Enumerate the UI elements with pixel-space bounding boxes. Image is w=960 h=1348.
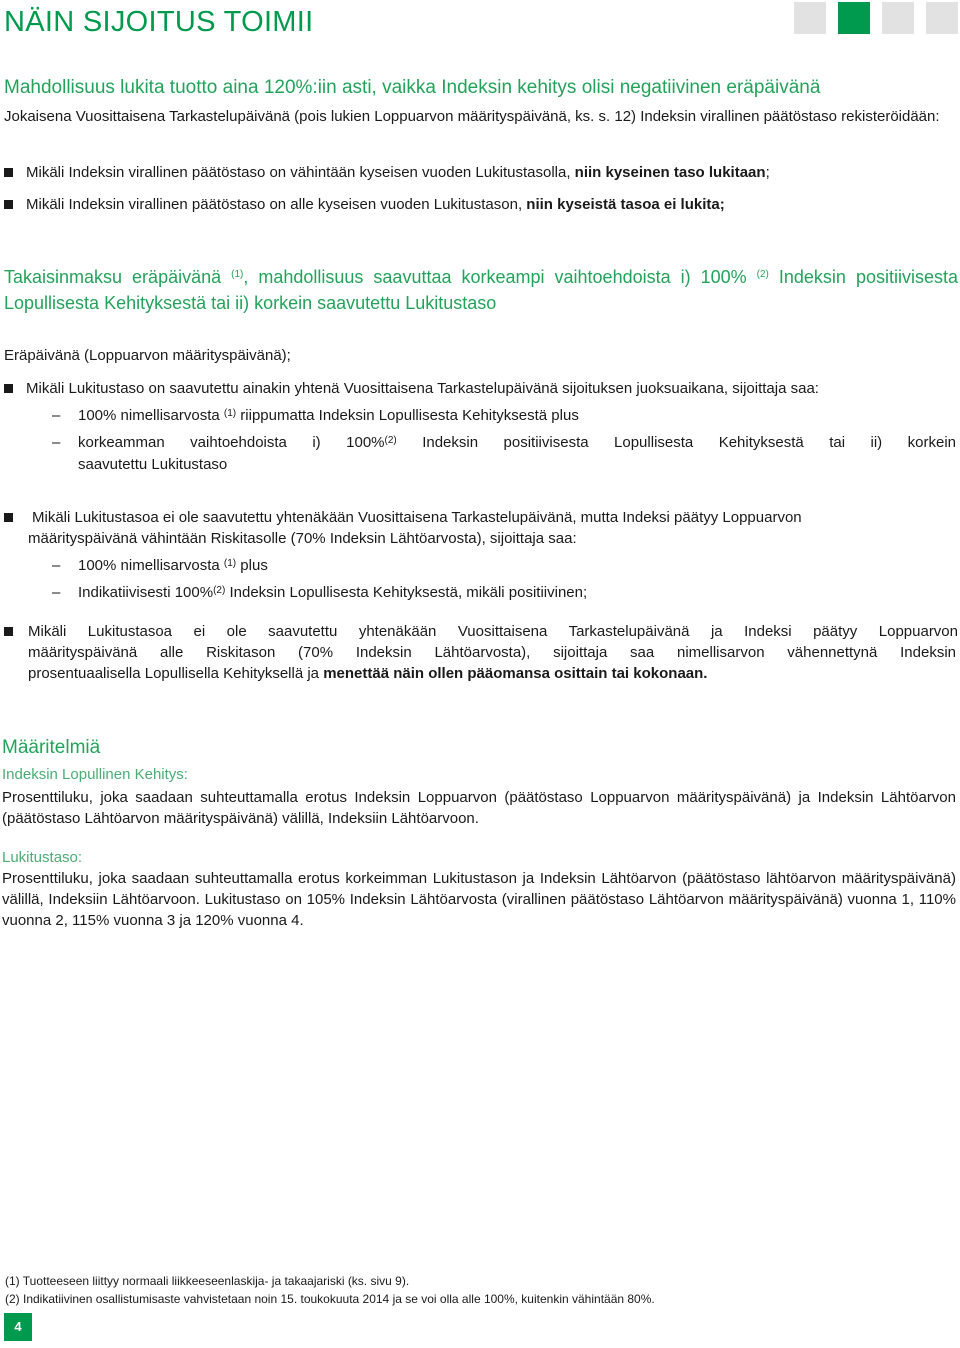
- list-item: Mikäli Indeksin virallinen päätöstaso on vähintään kyseisen vuoden Lukitustasolla, niin kyseinen taso lukitaan;: [4, 162, 954, 183]
- square-bullet-icon: [4, 513, 13, 522]
- dash-item-text: 100% nimellisarvosta $^{(1)}$ plus: [78, 557, 268, 574]
- dash-item: –: [52, 434, 61, 451]
- gray-square: [882, 2, 914, 34]
- dash-item-text: 100% nimellisarvosta $^{(1)}$ riippumatta Indeksin Lopullisesta Kehityksestä plus: [78, 407, 579, 424]
- square-bullet-icon: [4, 168, 13, 177]
- definitions-heading: Määritelmiä: [2, 737, 101, 758]
- corner-decoration: [794, 2, 958, 34]
- list-item-cont: määrityspäivänä alle Riskitason (70% Indeksin Lähtöarvosta), sijoittaja saa nimellisarvon vähennettynä Indeksin: [28, 644, 956, 661]
- page-title: NÄIN SIJOITUS TOIMII: [4, 6, 314, 38]
- list-item-cont: määrityspäivänä vähintään Riskitasolle (70% Indeksin Lähtöarvosta), sijoittaja saa:: [28, 530, 577, 547]
- bold-text: niin kyseistä tasoa ei lukita;: [526, 196, 725, 213]
- list-item-cont: prosentuaalisella Lopullisella Kehityksellä ja menettää näin ollen pääomansa osittain tai kokonaan.: [28, 665, 708, 682]
- section2-heading: Takaisinmaksu eräpäivänä $^{(1)}$, mahdollisuus saavuttaa korkeampi vaihtoehdoista i) 100% $^{(2)}$ Indeksin positiivisesta Lopullisesta Kehityksestä tai ii) korkein saavutettu Lukitustaso: [4, 267, 958, 313]
- list-item: Mikäli Lukitustasoa ei ole saavutettu yhtenäkään Vuosittaisena Tarkastelupäivänä ja Indeksi päätyy Loppuarvon: [4, 621, 958, 642]
- list-item: Mikäli Indeksin virallinen päätöstaso on alle kyseisen vuoden Lukitustason, niin kyseistä tasoa ei lukita;: [4, 194, 954, 215]
- footnote-2: (2) Indikatiivinen osallistumisaste vahvistetaan noin 15. toukokuuta 2014 ja se voi olla alle 100%, kuitenkin vähintään 80%.: [5, 1292, 655, 1306]
- bold-text: niin kyseinen taso lukitaan: [574, 164, 766, 181]
- definition-text: Prosenttiluku, joka saadaan suhteuttamalla erotus Indeksin Loppuarvon (päätöstaso Loppuarvon määrityspäivänä) ja Indeksin Lähtöarvon (päätöstaso Lähtöarvon määrityspäivänä) välillä, Indeksiin Lähtöarvoon.: [2, 789, 956, 827]
- dash-item: –: [52, 557, 61, 574]
- section1-heading: Mahdollisuus lukita tuotto aina 120%:iin asti, vaikka Indeksin kehitys olisi negatiivinen eräpäivänä: [4, 77, 821, 98]
- gray-square: [794, 2, 826, 34]
- definition-text: Prosenttiluku, joka saadaan suhteuttamalla erotus korkeimman Lukitustason ja Indeksin Lähtöarvon (päätöstaso lähtöarvon määrityspäivänä) välillä, Indeksiin Lähtöarvoon. Lukitustaso on 105% Indeksin Lähtöarvosta (virallinen päätöstaso Lähtöarvon määrityspäivänä) vuonna 1, 110% vuonna 2, 115% vuonna 3 ja 120% vuonna 4.: [2, 870, 956, 929]
- square-bullet-icon: [4, 384, 13, 393]
- gray-square: [926, 2, 958, 34]
- maturity-label: Eräpäivänä (Loppuarvon määrityspäivänä);: [4, 347, 291, 364]
- dash-item-text: korkeamman vaihtoehdoista i) 100%$^{(2)}$ Indeksin positiivisesta Lopullisesta Kehityksestä tai ii) korkein: [78, 434, 956, 451]
- list-item: Mikäli Lukitustasoa ei ole saavutettu yhtenäkään Vuosittaisena Tarkastelupäivänä, mutta Indeksi päätyy Loppuarvon: [4, 507, 958, 528]
- footnotes: [5, 1272, 655, 1308]
- section1-intro: Jokaisena Vuosittaisena Tarkastelupäivänä (pois lukien Loppuarvon määrityspäivänä, ks. s. 12) Indeksin virallinen päätöstaso rekisteröidään:: [4, 108, 940, 125]
- page-number: 4: [4, 1313, 32, 1341]
- green-square: [838, 2, 870, 34]
- footnote-1: (1) Tuotteeseen liittyy normaali liikkeeseenlaskija- ja takaajariski (ks. sivu 9).: [5, 1274, 410, 1288]
- term-lukitustaso: Lukitustaso:: [2, 849, 83, 866]
- dash-item-text-cont: saavutettu Lukitustaso: [78, 456, 228, 473]
- dash-item-text: Indikatiivisesti 100%$^{(2)}$ Indeksin Lopullisesta Kehityksestä, mikäli positiivinen;: [78, 584, 588, 601]
- list-item: Mikäli Lukitustaso on saavutettu ainakin yhtenä Vuosittaisena Tarkastelupäivänä sijoituksen juoksuaikana, sijoittaja saa:: [4, 378, 958, 399]
- term-indeksin-lopullinen-kehitys: Indeksin Lopullinen Kehitys:: [2, 766, 188, 783]
- square-bullet-icon: [4, 200, 13, 209]
- bold-text: menettää näin ollen pääomansa osittain tai kokonaan.: [323, 665, 708, 682]
- dash-item: –: [52, 407, 61, 424]
- square-bullet-icon: [4, 627, 13, 636]
- dash-item: –: [52, 584, 61, 601]
